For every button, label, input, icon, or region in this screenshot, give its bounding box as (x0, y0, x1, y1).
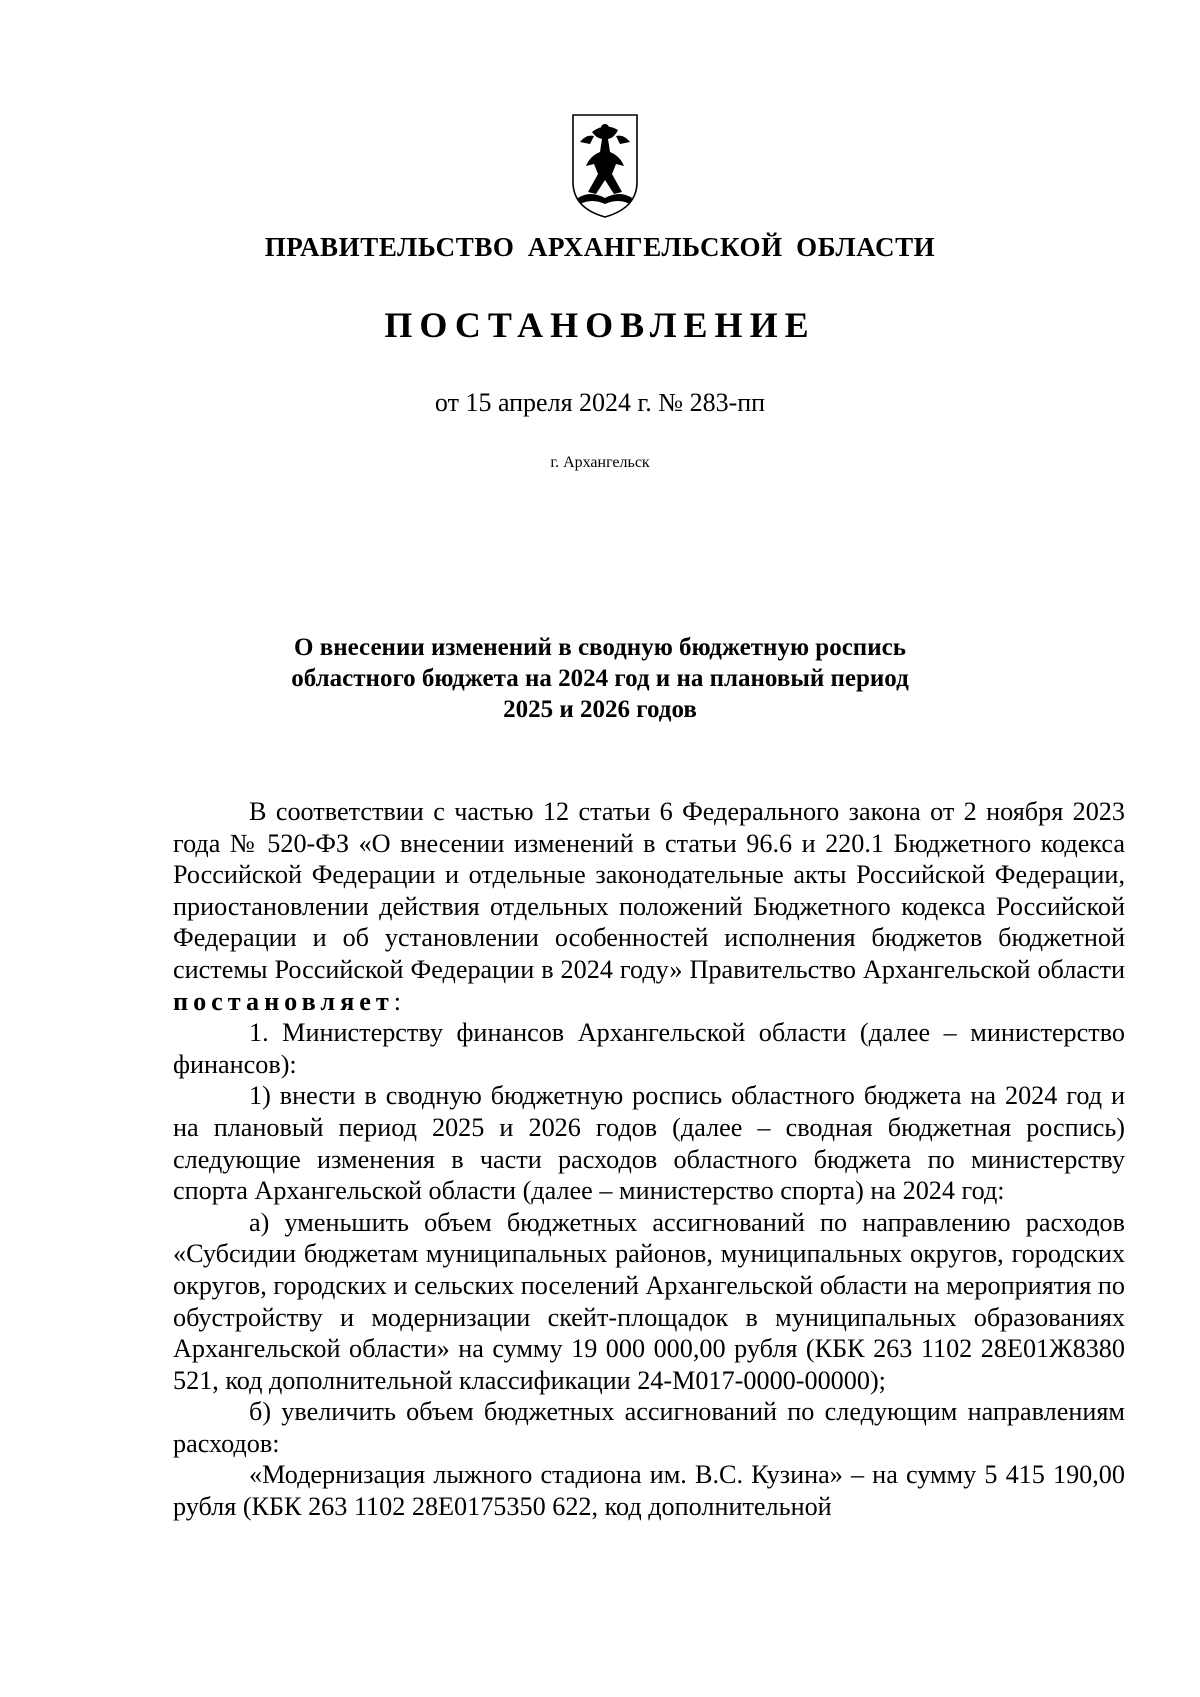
document-subject (0, 632, 1200, 725)
paragraph-a: а) уменьшить объем бюджетных ассигнований по направлению расходов «Субсидии бюджетам муниципальных районов, муниципальных округов, городских округов, городских и сельских поселений Архангельской области на мероприятия по обустройству и модернизации скейт-площадок в муниципальных образованиях Архангельской области» на сумму 19 000 000,00 рубля (КБК 263 1102 28Е01Ж8380 521, код дополнительной классификации 24-М017-0000-00000); (173, 1207, 1125, 1395)
subject-line-1: О внесении изменений в сводную бюджетную роспись (294, 634, 906, 661)
document-body (173, 796, 1125, 1523)
decree-colon: : (393, 986, 402, 1016)
document-date-number: от 15 апреля 2024 г. № 283-пп (434, 388, 766, 417)
subject-line-3: 2025 и 2026 годов (503, 696, 697, 723)
subject-line-2: областного бюджета на 2024 год и на плановый период (291, 665, 909, 692)
paragraph-1: 1. Министерству финансов Архангельской области (далее – министерство финансов): (173, 1018, 1125, 1079)
paragraph-b: б) увеличить объем бюджетных ассигнований по следующим направлениям расходов: (173, 1397, 1125, 1458)
document-type: ПОСТАНОВЛЕНИЕ (384, 305, 816, 345)
paragraph-1-1: 1) внести в сводную бюджетную роспись областного бюджета на 2024 год и на плановый период 2025 и 2026 годов (далее – сводная бюджетная роспись) следующие изменения в части расходов областного бюджета по министерству спорта Архангельской области (далее – министерство спорта) на 2024 год: (173, 1081, 1125, 1206)
paragraph-b-1: «Модернизация лыжного стадиона им. В.С. Кузина» – на сумму 5 415 190,00 рубля (КБК 263 1102 28Е0175350 622, код дополнительной (173, 1460, 1125, 1522)
government-title: ПРАВИТЕЛЬСТВО АРХАНГЕЛЬСКОЙ ОБЛАСТИ (264, 232, 936, 262)
preamble-paragraph (173, 796, 1125, 1017)
coat-of-arms-icon (570, 112, 640, 220)
preamble-text: В соответствии с частью 12 статьи 6 Федерального закона от 2 ноября 2023 года № 520-ФЗ «О внесении изменений в статьи 96.6 и 220.1 Бюджетного кодекса Российской Федерации и отдельные законодательные акты Российской Федерации, приостановлении действия отдельных положений Бюджетного кодекса Российской Федерации и об установлении особенностей исполнения бюджетов бюджетной системы Российской Федерации в 2024 году» Правительство Архангельской области (173, 797, 1125, 984)
document-city: г. Архангельск (550, 454, 650, 471)
decree-word: постановляет (173, 986, 394, 1016)
